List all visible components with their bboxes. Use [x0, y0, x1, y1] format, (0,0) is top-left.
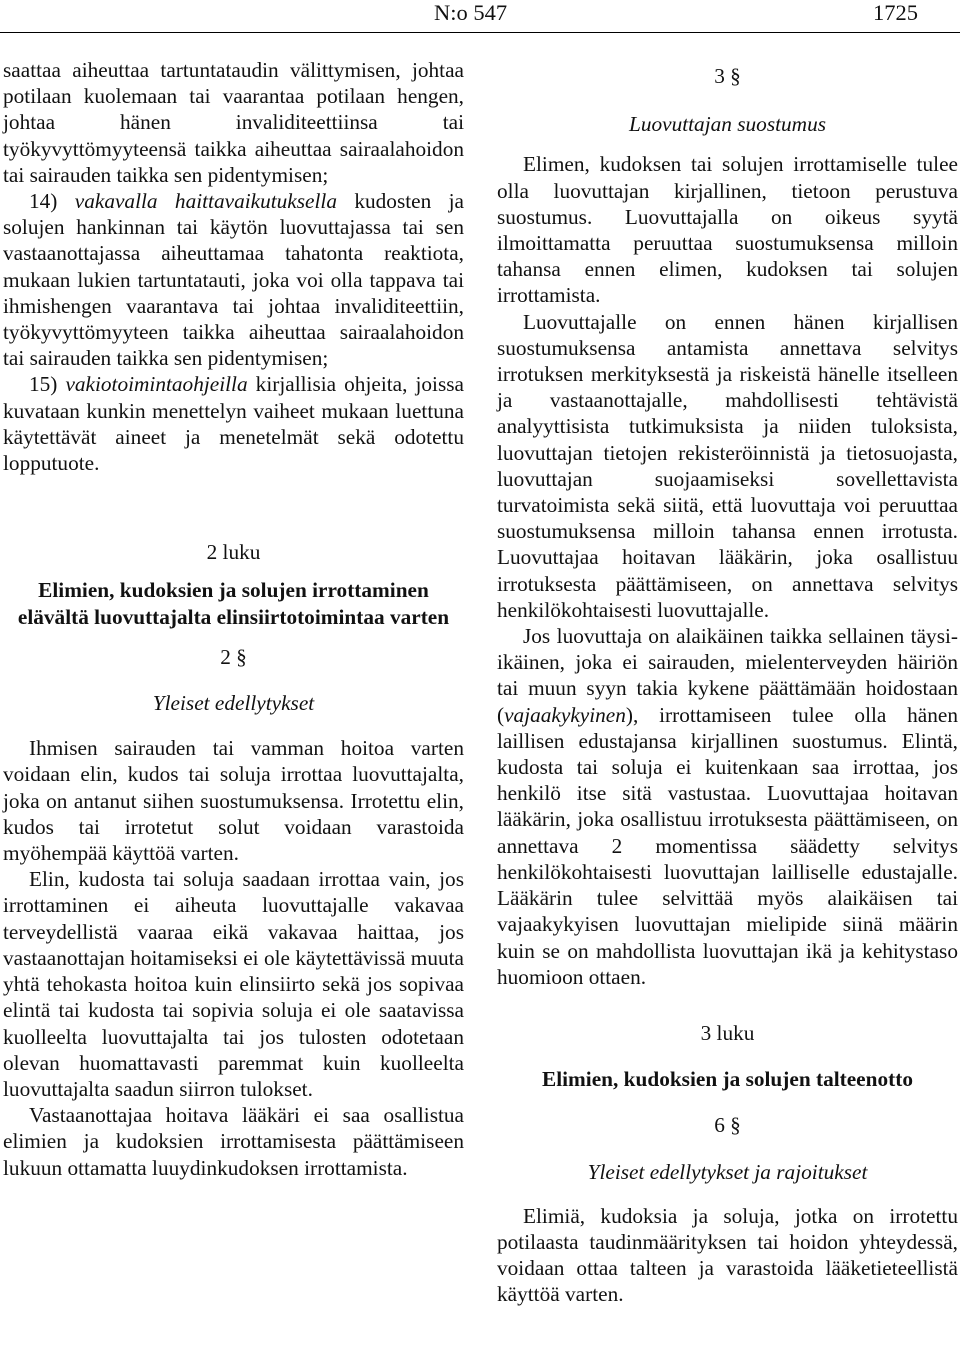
chapter-title: Elimien, kudoksien ja solujen irrottaminen elävältä luovuttajalta elinsiirtotoimintaa varten — [17, 578, 450, 629]
chapter-label: 2 luku — [206, 540, 261, 565]
page-header — [0, 0, 960, 30]
paragraph: Vastaanottajaa hoitava lääkäri ei saa osallistua elimien ja kudoksien irrottamisesta päättämiseen lukuun ottamatta luuydinkudoksen irrottamista. — [3, 1103, 464, 1180]
left-column — [3, 57, 464, 1181]
paragraph: Elimiä, kudoksia ja soluja, jotka on irrotettu potilaasta taudinmäärityksen tai hoidon yhteydessä, voidaan ottaa talteen ja varastoida lääketieteellistä käyttöä varten. — [497, 1203, 958, 1307]
continuation-dashes — [497, 1353, 958, 1361]
paragraph: Elin, kudosta tai soluja saadaan irrottaa vain, jos irrottaminen ei aiheuta luovuttajalle vakavaa terveydellistä vaaraa eikä vakavaa haittaa, jos vastaanottajan hoitamiseksi ei ole käytettävissä muuta yhtä tehokasta hoitoa kuin elinsiirto sekä jos sopivaa elintä tai kudosta tai sopivia soluja ei ole saatavissa kuolleelta luovuttajalta tai jos tulosten odotetaan olevan huomattavasti paremmat kuin kuolleelta luovuttajalta saadun siirron tulokset. — [3, 867, 464, 1101]
defined-term: vakavalla haittavaikutuksella — [74, 189, 337, 214]
section-title: Yleiset edellytykset — [152, 691, 315, 716]
header-rule — [0, 32, 960, 33]
section-heading: 2 § — [220, 644, 247, 669]
paragraph-text: ), irrottamiseen tulee olla hänen laillisen edustajansa kirjallinen suostumus. Elintä, kudosta tai soluja ei kuitenkaan saa irrottaa, jos henkilö itse sitä vastustaa. Luovuttajaa hoitavan lääkärin, joka osallistuu irrotuksesta päättämiseen, on annettava 2 momentissa säädetty selvitys henkilökohtaisesti luovuttajan lailliselle edustajalle. Lääkärin tulee selvittää myös alaikäisen tai vajaakykyisen luovuttajan mielipide siinä määrin kuin se on mahdollista luovuttajan ikä ja kehitystaso huomioon ottaen. — [497, 702, 958, 989]
defined-term: vajaakykyinen — [504, 702, 626, 727]
definition-text: kudosten ja solujen hankinnan tai käytön luovuttajassa tai sen vastaanottajassa aiheuttamaa tahatonta reaktiota, mukaan lukien tartuntatauti, joka voi olla tappava tai ihmishengen vaarantava tai johtaa invaliditeettiin, työkyvyttömyyteen taikka aiheuttaa sairaalahoidon tai sairauden taikka sen pidentymisen; — [3, 189, 464, 371]
page-number: 1725 — [873, 0, 918, 25]
right-column — [497, 57, 958, 1308]
definition-15 — [3, 371, 464, 476]
definition-text: kirjallisia ohjeita, joissa kuvataan kunkin menettelyn vaiheet mukaan luettuna käytettävät aineet ja menetelmät sekä odotettu lopputuote. — [3, 372, 464, 476]
chapter-label: 3 luku — [700, 1020, 755, 1045]
item-number: 14) — [29, 189, 58, 214]
defined-term: vakiotoimintaohjeilla — [65, 372, 248, 397]
section-heading: 6 § — [714, 1113, 741, 1138]
definition-14 — [3, 188, 464, 371]
paragraph: Luovuttajalle on ennen hänen kirjallisen suostumuksensa antamista annettava selvitys irrotuksen merkityksestä ja riskeistä hänelle itselleen ja vastaanottajalle, mahdollisesti tehtävistä analyyttisista tutkimuksista ja niiden tuloksista, luovuttajan tietojen rekisteröinnistä ja tietosuojasta, luovuttajan suojaamiseksi sovellettavista turvatoimista sekä siitä, että luovuttaja voi peruuttaa suostumuksensa milloin tahansa ennen irrotusta. Luovuttajaa hoitavan lääkärin, joka osallistuu irrotuksesta päättämiseen, on annettava selvitys henkilökohtaisesti luovuttajalle. — [497, 309, 958, 622]
chapter-title: Elimien, kudoksien ja solujen talteenotto — [542, 1067, 913, 1092]
item-number: 15) — [29, 372, 58, 397]
section-title: Luovuttajan suostumus — [628, 112, 827, 137]
paragraph: Elimen, kudoksen tai solujen irrottamiselle tulee olla luovuttajan kirjallinen, tietoon perustuva suostumus. Luovuttajalla on oikeus syytä ilmoittamatta peruuttaa suostumuksensa milloin tahansa ennen elimen, kudoksen tai solujen irrottamista. — [497, 152, 958, 308]
paragraph — [497, 623, 958, 990]
paragraph: saattaa aiheuttaa tartuntataudin välittymisen, johtaa potilaan kuolemaan tai vaarantaa potilaan hengen, johtaa hänen invaliditeettiinsa tai työkyvyttömyyteensä taikka aiheuttaa sairaalahoidon tai sairauden taikka sen pidentymisen; — [3, 58, 464, 187]
paragraph: Ihmisen sairauden tai vamman hoitoa varten voidaan elin, kudos tai soluja irrottaa luovuttajalta, joka on antanut siihen suostumuksensa. Irrotettu elin, kudos tai irrotetut solut voidaan varastoida myöhempää käyttöä varten. — [3, 736, 464, 866]
section-title: Yleiset edellytykset ja rajoitukset — [587, 1159, 868, 1184]
issue-number: N:o 547 — [434, 0, 508, 25]
paragraph-text: Jos luovuttaja on alaikäinen taikka sellainen täysi-ikäinen, joka ei sairauden, mielenterveyden häiriön tai muun syyn takia kykene päättämään hoidostaan ( — [497, 624, 958, 727]
section-heading: 3 § — [714, 64, 741, 88]
